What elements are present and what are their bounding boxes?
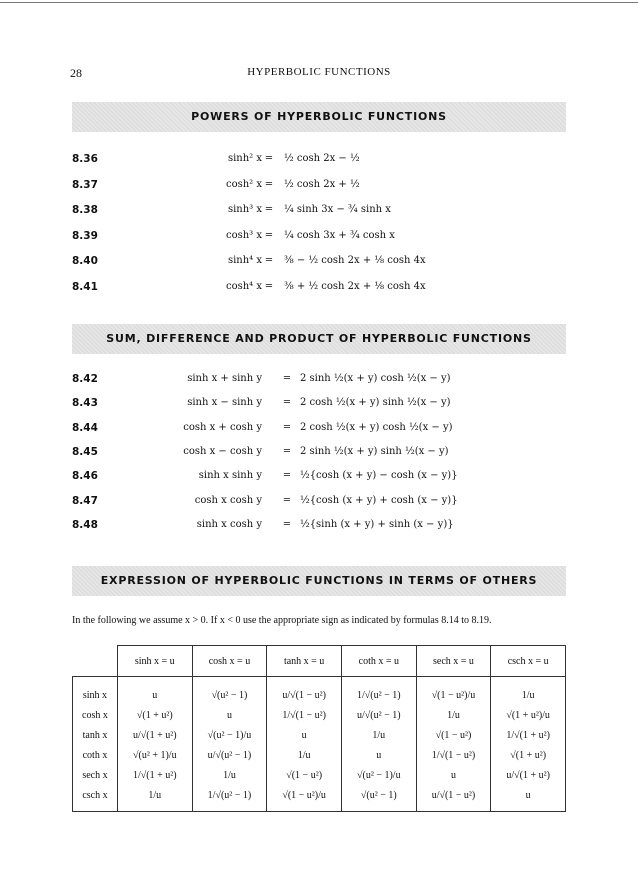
equation-relation: = [282, 397, 292, 409]
column-header: csch x = u [491, 646, 566, 677]
equation-row [72, 179, 566, 197]
table-cell: 1/u [117, 785, 192, 812]
equation-row [72, 230, 566, 248]
equation-lhs: cosh x cosh y [194, 494, 262, 506]
equation-row [72, 446, 566, 464]
table-cell: 1/u [416, 705, 491, 725]
equation-relation: = [282, 518, 292, 530]
section-band-powers [72, 102, 566, 132]
equation-row [72, 281, 566, 299]
table-row [73, 677, 566, 706]
table-cell: u [117, 677, 192, 706]
equation-number: 8.44 [72, 421, 98, 434]
running-head: HYPERBOLIC FUNCTIONS [247, 66, 391, 78]
equation-row [72, 470, 566, 488]
column-header: coth x = u [341, 646, 416, 677]
equation-lhs: sinh x + sinh y [187, 373, 262, 384]
table-cell: u [491, 785, 566, 812]
equation-relation: = [282, 445, 292, 457]
table-cell: 1/√(1 + u²) [117, 765, 192, 785]
section-title: EXPRESSION OF HYPERBOLIC FUNCTIONS IN TERMS OF OTHERS [100, 574, 538, 587]
equation-rhs: ¼ cosh 3x + ¾ cosh x [284, 229, 395, 241]
equation-number: 8.40 [72, 255, 98, 268]
equation-relation: = [264, 281, 274, 292]
equation-rhs: ½{cosh (x + y) + cosh (x − y)} [300, 494, 458, 506]
table-cell: 1/√(u² − 1) [341, 677, 416, 706]
equation-lhs: sinh³ x [227, 204, 262, 216]
top-rule [0, 2, 638, 3]
column-header: tanh x = u [267, 646, 342, 677]
assumption-paragraph: In the following we assume x > 0. If x < 0 use the appropriate sign as indicated by formulas 8.14 to 8.19. [72, 615, 492, 626]
equation-lhs: sinh x − sinh y [187, 397, 262, 409]
table-cell: 1/√(1 − u²) [267, 705, 342, 725]
equation-rhs: 2 sinh ½(x + y) sinh ½(x − y) [300, 445, 449, 457]
table-cell: 1/u [192, 765, 267, 785]
equation-relation: = [264, 204, 274, 216]
equation-lhs: cosh x + cosh y [183, 421, 262, 433]
row-label: coth x [73, 745, 118, 765]
equation-lhs: cosh² x [225, 178, 262, 190]
table-cell: 1/√(1 − u²) [416, 745, 491, 765]
equation-rhs: ½{cosh (x + y) − cosh (x − y)} [300, 470, 458, 482]
equation-rhs: ½{sinh (x + y) + sinh (x − y)} [300, 518, 454, 530]
row-label: csch x [73, 785, 118, 812]
table-cell: √(u² − 1) [341, 785, 416, 812]
equation-row [72, 422, 566, 440]
section-title: POWERS OF HYPERBOLIC FUNCTIONS [191, 110, 447, 123]
equation-number: 8.41 [72, 281, 98, 293]
page-number: 28 [70, 66, 82, 80]
table-cell: u [341, 745, 416, 765]
table-row [73, 785, 566, 812]
equation-number: 8.39 [72, 229, 98, 242]
table-cell: u/√(1 + u²) [491, 765, 566, 785]
column-header: sinh x = u [117, 646, 192, 677]
equation-relation: = [264, 229, 274, 241]
table-cell: 1/√(1 + u²) [491, 725, 566, 745]
table-cell: √(u² + 1)/u [117, 745, 192, 765]
equation-row [72, 397, 566, 415]
table-cell: √(u² − 1) [192, 677, 267, 706]
row-label: sech x [73, 765, 118, 785]
table-cell: u/√(u² − 1) [341, 705, 416, 725]
table-cell: √(1 + u²)/u [491, 705, 566, 725]
equation-row [72, 153, 566, 171]
equation-relation: = [282, 470, 292, 482]
equation-number: 8.45 [72, 445, 98, 458]
equation-rhs: ⅜ − ½ cosh 2x + ⅛ cosh 4x [284, 255, 426, 267]
table-cell: u/√(u² − 1) [192, 745, 267, 765]
table-cell: √(1 − u²) [267, 765, 342, 785]
table-cell: √(1 + u²) [117, 705, 192, 725]
equation-rhs: 2 sinh ½(x + y) cosh ½(x − y) [300, 373, 451, 384]
table-cell: u [416, 765, 491, 785]
table-cell: √(1 − u²)/u [416, 677, 491, 706]
equation-rhs: ½ cosh 2x − ½ [284, 153, 360, 164]
table-header-row [73, 646, 566, 677]
table-cell: √(u² − 1)/u [192, 725, 267, 745]
equation-lhs: cosh⁴ x [225, 281, 262, 292]
equation-rhs: ⅜ + ½ cosh 2x + ⅛ cosh 4x [284, 281, 426, 292]
table-row [73, 725, 566, 745]
table-row [73, 745, 566, 765]
equation-rhs: 2 cosh ½(x + y) cosh ½(x − y) [300, 421, 453, 433]
column-header: sech x = u [416, 646, 491, 677]
equation-relation: = [264, 153, 274, 164]
equation-row [72, 519, 566, 537]
equation-number: 8.38 [72, 204, 98, 217]
equation-lhs: sinh² x [227, 153, 262, 164]
table-cell: u/√(1 + u²) [117, 725, 192, 745]
row-label: cosh x [73, 705, 118, 725]
equation-lhs: sinh⁴ x [227, 255, 262, 267]
table-cell: √(1 + u²) [491, 745, 566, 765]
section-band-expression [72, 566, 566, 596]
equation-row [72, 495, 566, 513]
table-cell: 1/√(u² − 1) [192, 785, 267, 812]
table-row [73, 705, 566, 725]
table-cell: u/√(1 − u²) [267, 677, 342, 706]
row-label: tanh x [73, 725, 118, 745]
table-cell: √(u² − 1)/u [341, 765, 416, 785]
equation-row [72, 204, 566, 222]
table-cell: u [192, 705, 267, 725]
table-cell: 1/u [491, 677, 566, 706]
equation-lhs: cosh x − cosh y [183, 445, 262, 457]
equation-rhs: ¼ sinh 3x − ¾ sinh x [284, 204, 391, 216]
equation-relation: = [264, 255, 274, 267]
equation-relation: = [282, 421, 292, 433]
table-cell: √(1 − u²) [416, 725, 491, 745]
table-cell: √(1 − u²)/u [267, 785, 342, 812]
equation-number: 8.48 [72, 518, 98, 531]
equation-relation: = [264, 178, 274, 190]
equation-rhs: 2 cosh ½(x + y) sinh ½(x − y) [300, 397, 451, 409]
column-header: cosh x = u [192, 646, 267, 677]
table-cell: 1/u [267, 745, 342, 765]
equation-row [72, 373, 566, 391]
equation-relation: = [282, 373, 292, 384]
equation-number: 8.42 [72, 373, 98, 385]
table-row [73, 765, 566, 785]
equation-number: 8.46 [72, 470, 98, 483]
equation-number: 8.37 [72, 178, 98, 191]
table-corner [73, 646, 118, 677]
table-cell: u/√(1 − u²) [416, 785, 491, 812]
equation-lhs: sinh x cosh y [196, 518, 262, 530]
row-label: sinh x [73, 677, 118, 706]
equation-relation: = [282, 494, 292, 506]
equation-lhs: sinh x sinh y [198, 470, 262, 482]
table-cell: u [267, 725, 342, 745]
section-title: SUM, DIFFERENCE AND PRODUCT OF HYPERBOLIC FUNCTIONS [106, 332, 532, 345]
section-band-sum-difference [72, 324, 566, 354]
equation-lhs: cosh³ x [225, 229, 262, 241]
equation-number: 8.36 [72, 153, 98, 165]
equation-rhs: ½ cosh 2x + ½ [284, 178, 360, 190]
equation-number: 8.47 [72, 494, 98, 507]
equation-row [72, 255, 566, 273]
conversion-table [72, 645, 566, 812]
table-cell: 1/u [341, 725, 416, 745]
equation-number: 8.43 [72, 397, 98, 410]
